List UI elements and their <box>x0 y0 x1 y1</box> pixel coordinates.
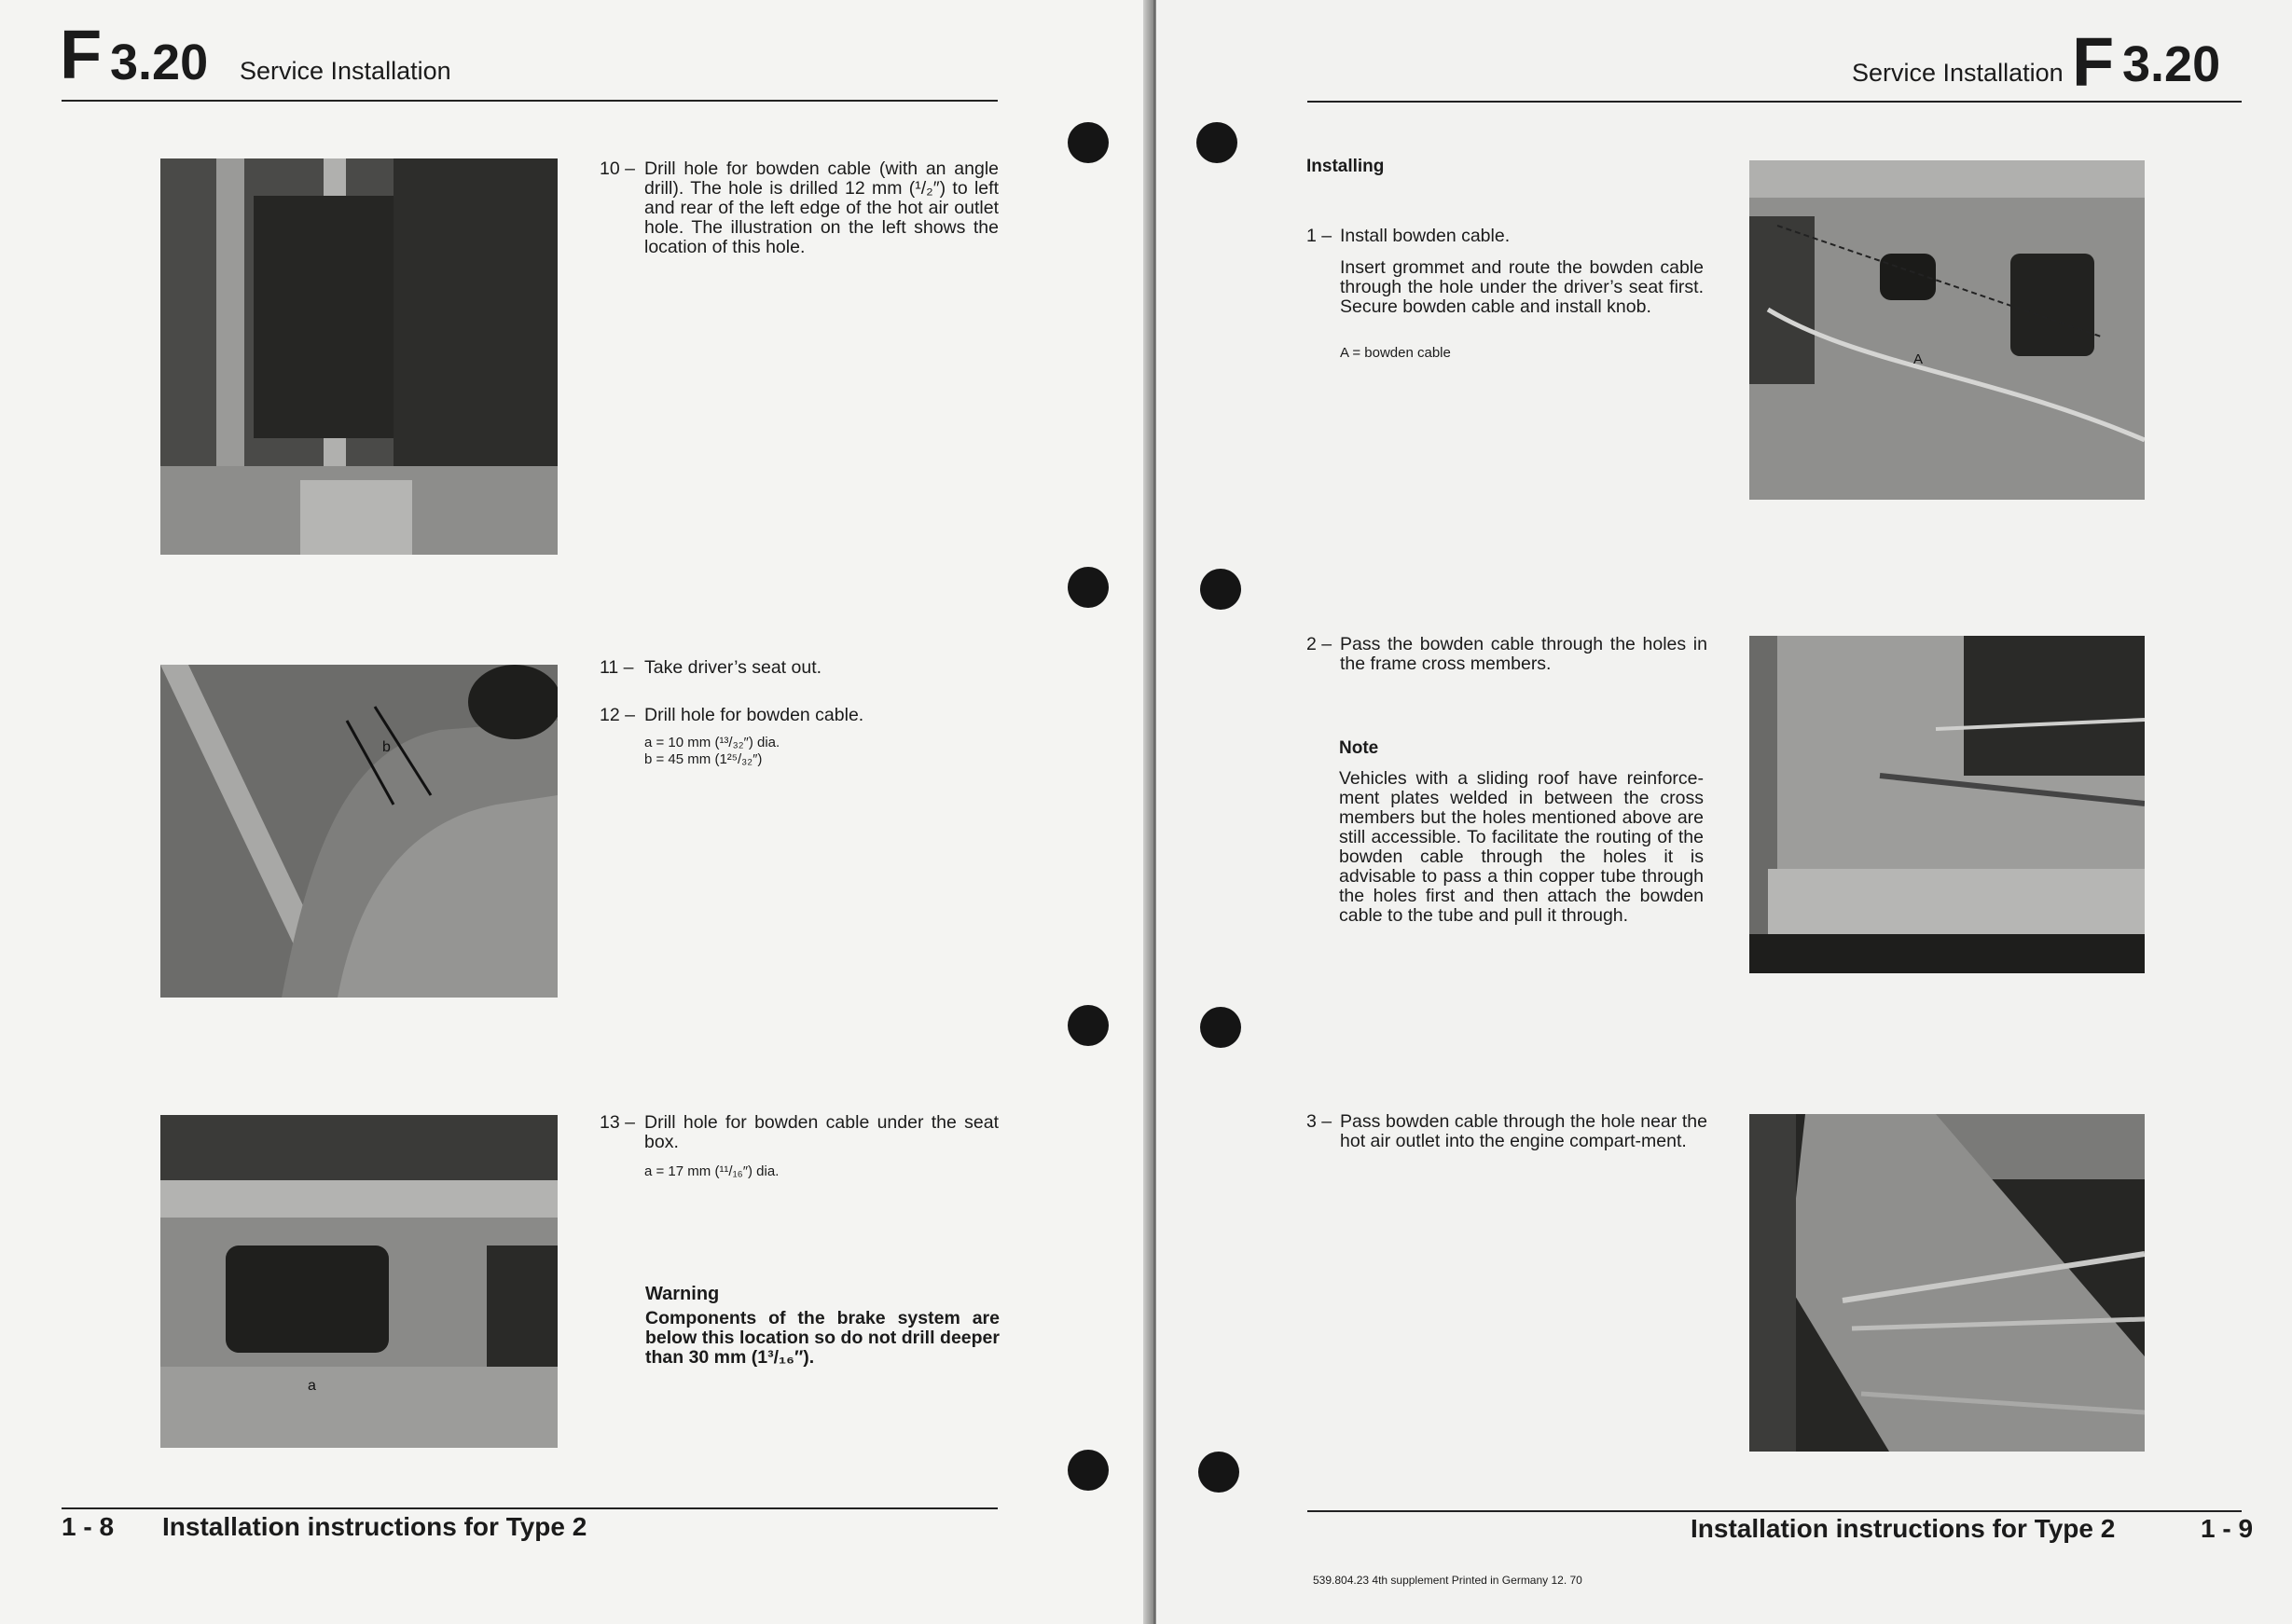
header-section-number: 3.20 <box>110 34 209 90</box>
step-11-text: Take driver’s seat out. <box>644 657 822 678</box>
photo-label-b: b <box>382 739 391 755</box>
header-section-letter: F <box>60 16 103 93</box>
footer-rule <box>1307 1510 2242 1512</box>
step-13-text: Drill hole for bowden cable under the seat box. <box>644 1112 999 1152</box>
binder-hole <box>1198 1452 1239 1493</box>
step-12-text: Drill hole for bowden cable. <box>644 705 864 725</box>
photo-label-A: A <box>1913 351 1924 367</box>
step-12-number: 12 – <box>600 705 635 725</box>
footer-title: Installation instructions for Type 2 <box>162 1512 587 1541</box>
photo-seat-box-underside <box>160 1115 558 1448</box>
binder-hole <box>1068 1005 1109 1046</box>
step-1-text: Install bowden cable. <box>1340 226 1511 246</box>
step-10-text: Drill hole for bowden cable (with an angle drill). The hole is drilled 12 mm (¹/₂″) to left and rear of the left edge of the hot air outlet hole. The illustration on the left shows the location of this hole. <box>644 158 999 257</box>
binder-hole <box>1196 122 1237 163</box>
step-10-number: 10 – <box>600 158 635 179</box>
warning-heading: Warning <box>645 1284 720 1304</box>
header-section-letter: F <box>2072 23 2115 101</box>
right-page <box>1156 0 2292 1624</box>
warning-text: Components of the brake system are below this location so do not drill deeper than 30 mm (1³/₁₆″). <box>645 1308 1000 1368</box>
step-1-detail: Insert grommet and route the bowden cable through the hole under the driver’s seat first. Secure bowden cable and install knob. <box>1340 257 1704 317</box>
binder-hole <box>1068 567 1109 608</box>
step-2-text: Pass the bowden cable through the holes in the frame cross members. <box>1340 634 1707 674</box>
step-13-dim-a: a = 17 mm (¹¹/₁₆″) dia. <box>644 1163 780 1179</box>
photo-drill-hole-location <box>160 158 558 555</box>
header-rule <box>62 100 998 102</box>
photo-bowden-cable-route <box>1749 160 2145 500</box>
photo-label-a: a <box>308 1378 316 1394</box>
footer-page-number: 1 - 8 <box>62 1512 115 1541</box>
photo-frame-cross-members <box>1749 636 2145 973</box>
step-11-number: 11 – <box>600 657 634 678</box>
print-note: 539.804.23 4th supplement Printed in Germany 12. 70 <box>1313 1574 1582 1587</box>
step-3-number: 3 – <box>1306 1111 1332 1132</box>
note-heading: Note <box>1339 738 1379 758</box>
step-13-number: 13 – <box>600 1112 635 1133</box>
step-12-dim-b: b = 45 mm (1²⁵/₃₂″) <box>644 751 763 767</box>
photo-seat-box-hole <box>160 665 558 998</box>
binder-hole <box>1200 569 1241 610</box>
photo-engine-compartment-hole <box>1749 1114 2145 1452</box>
note-text: Vehicles with a sliding roof have reinforce-ment plates welded in between the cross members but the holes mentioned above are still accessible. To facilitate the routing of the bowden cable through the holes it is advisable to pass a thin copper tube through the holes first and then attach the bowden cable to the tube and pull it through. <box>1339 768 1704 926</box>
header-title: Service Installation <box>1852 59 2064 87</box>
header-rule <box>1307 101 2242 103</box>
legend-bowden-cable: A = bowden cable <box>1340 345 1451 361</box>
header-title: Service Installation <box>240 57 451 85</box>
step-1-number: 1 – <box>1306 226 1332 246</box>
header-section-number: 3.20 <box>2122 36 2221 92</box>
binder-hole <box>1068 122 1109 163</box>
footer-page-number: 1 - 9 <box>2201 1514 2254 1543</box>
step-12-dim-a: a = 10 mm (¹³/₃₂″) dia. <box>644 735 780 750</box>
section-title-installing: Installing <box>1306 157 1385 176</box>
binder-hole <box>1068 1450 1109 1491</box>
footer-title: Installation instructions for Type 2 <box>1691 1514 2116 1543</box>
footer-rule <box>62 1507 998 1509</box>
step-3-text: Pass bowden cable through the hole near the hot air outlet into the engine compart-ment. <box>1340 1111 1707 1151</box>
step-2-number: 2 – <box>1306 634 1332 654</box>
binder-hole <box>1200 1007 1241 1048</box>
